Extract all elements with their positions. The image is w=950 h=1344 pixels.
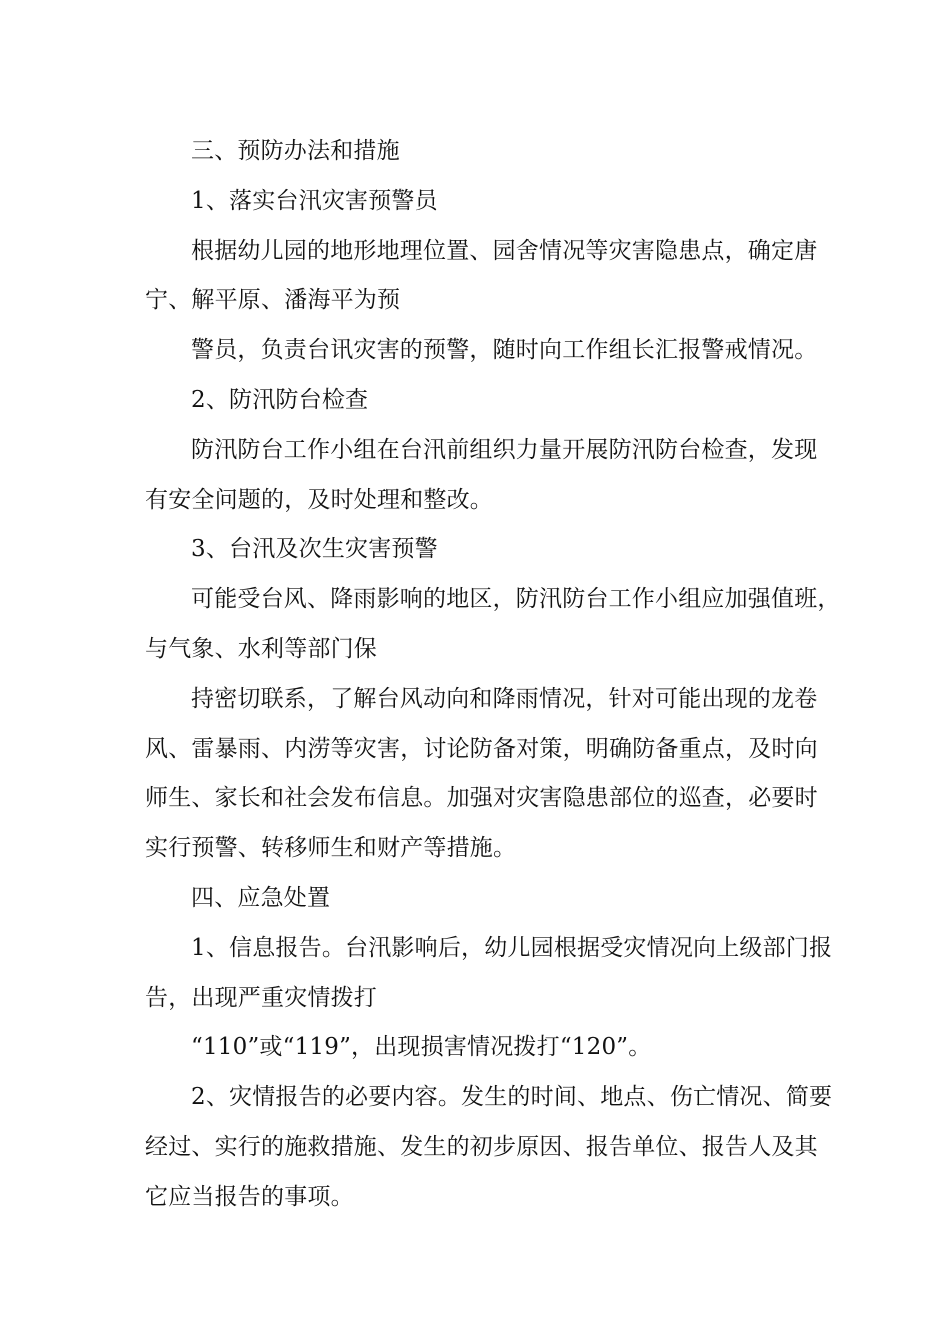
paragraph-line: 根据幼儿园的地形地理位置、园舍情况等灾害隐患点，确定唐 [191,237,818,264]
paragraph-line: “110”或“119”，出现损害情况拨打“120”。 [191,1034,652,1061]
paragraph-line: 2、灾情报告的必要内容。发生的时间、地点、伤亡情况、简要 [191,1084,833,1111]
paragraph-line: 与气象、水利等部门保 [145,635,377,662]
section-heading-emergency-response: 四、应急处置 [191,884,331,911]
subheading-inspection: 2、防汛防台检查 [191,386,369,413]
paragraph-line: 防汛防台工作小组在台汛前组织力量开展防汛防台检查，发现 [191,436,818,463]
document-body [145,127,841,1223]
paragraph-line: 实行预警、转移师生和财产等措施。 [145,835,517,862]
subheading-secondary-disaster-warning: 3、台汛及次生灾害预警 [191,536,438,563]
section-heading-prevention: 三、预防办法和措施 [191,138,400,164]
paragraph-line: 持密切联系，了解台风动向和降雨情况，针对可能出现的龙卷 [191,685,818,712]
paragraph-line: 师生、家长和社会发布信息。加强对灾害隐患部位的巡查，必要时 [145,785,818,812]
paragraph-line: 风、雷暴雨、内涝等灾害，讨论防备对策，明确防备重点，及时向 [145,735,818,762]
paragraph-line: 警员，负责台讯灾害的预警，随时向工作组长汇报警戒情况。 [191,337,818,364]
paragraph-line: 1、信息报告。台汛影响后，幼儿园根据受灾情况向上级部门报 [191,934,833,961]
paragraph-line: 有安全问题的，及时处理和整改。 [145,486,493,513]
paragraph-line: 它应当报告的事项。 [145,1183,354,1210]
paragraph-line: 告，出现严重灾情拨打 [145,984,377,1011]
paragraph-line: 宁、解平原、潘海平为预 [145,287,401,314]
subheading-warning-staff: 1、落实台汛灾害预警员 [191,187,438,214]
paragraph-line: 可能受台风、降雨影响的地区，防汛防台工作小组应加强值班， [191,586,841,613]
paragraph-line: 经过、实行的施救措施、发生的初步原因、报告单位、报告人及其 [145,1133,818,1160]
